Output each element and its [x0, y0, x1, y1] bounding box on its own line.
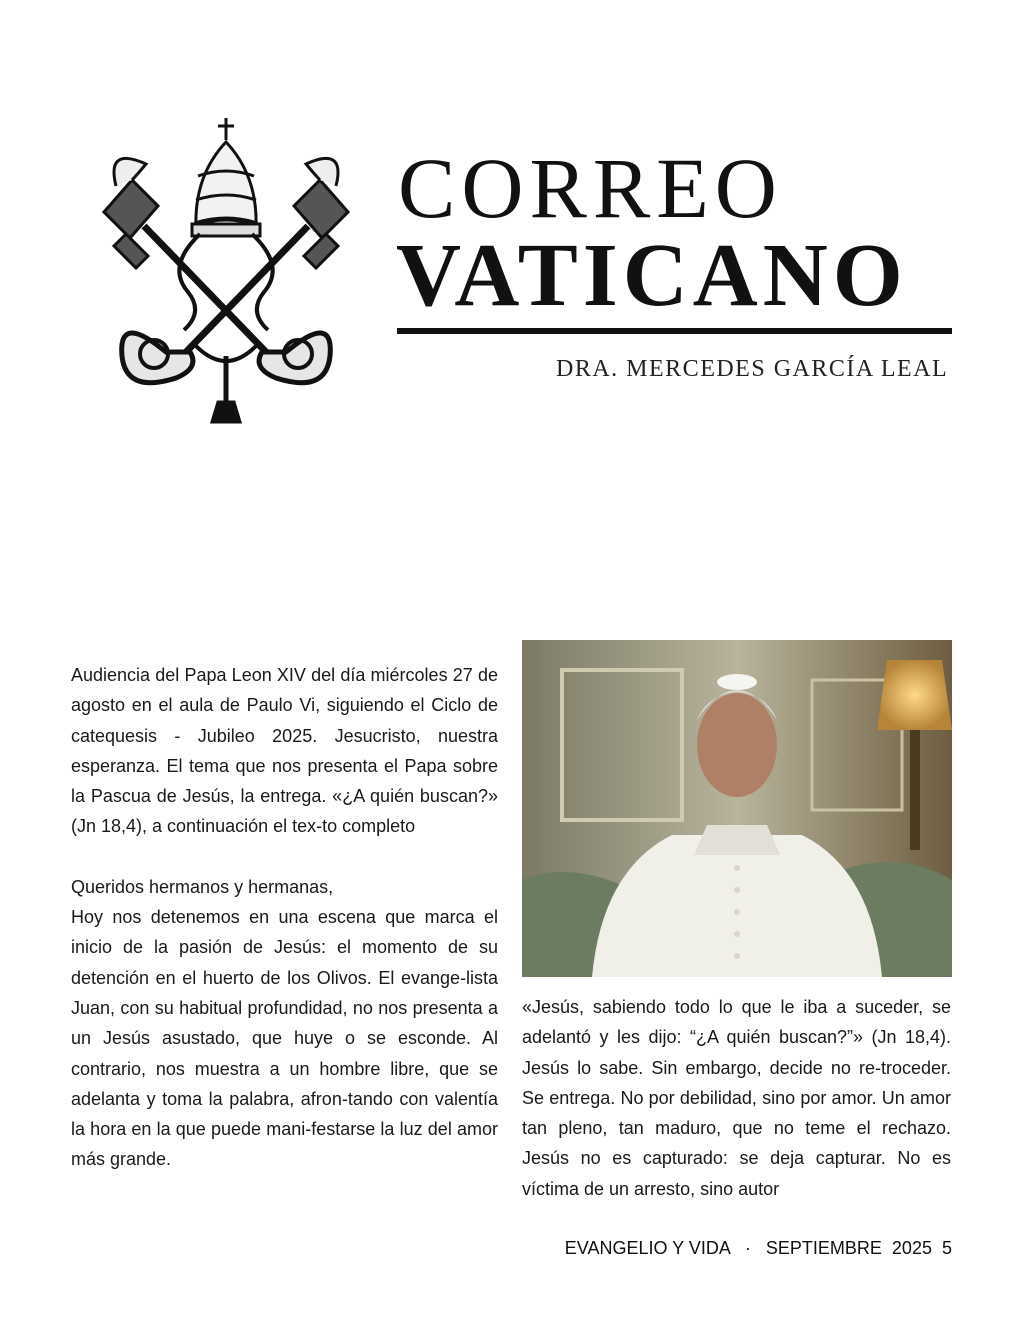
article-greeting: Queridos hermanos y hermanas, — [71, 876, 334, 897]
article-column-left — [71, 660, 498, 1175]
author-byline: DRA. MERCEDES GARCÍA LEAL — [556, 356, 949, 382]
masthead-title-line2: VATICANO — [396, 226, 908, 325]
page-footer — [565, 1238, 952, 1259]
masthead-title-line1: CORREO — [398, 140, 783, 236]
paragraph-spacer — [71, 842, 498, 872]
footer-publication: EVANGELIO Y VIDA — [564, 1238, 730, 1258]
papal-emblem-logo — [96, 116, 356, 428]
article-paragraph: Hoy nos detenemos en una escena que marca el inicio de la pasión de Jesús: el momento de su detención en el huerto de los Olivos. El evange-lista Juan, con su habitual profundidad, no nos presenta a un Jesús asustado, que huye o se esconde. Al contrario, nos muestra a un hombre libre, que se adelanta y toma la palabra, afron-tando con valentía la hora en la que puede mani-festarse la luz del amor más grande. — [71, 907, 498, 1170]
pope-photo — [522, 640, 952, 977]
masthead-rule — [397, 328, 952, 334]
article-intro: Audiencia del Papa Leon XIV del día miércoles 27 de agosto en el aula de Paulo Vi, siguiendo el Ciclo de catequesis - Jubileo 2025. Jesucristo, nuestra esperanza. El tema que nos presenta el Papa sobre la Pascua de Jesús, la entrega. «¿A quién buscan?» (Jn 18,4), a continuación el tex-to completo — [71, 665, 498, 837]
footer-separator: · — [744, 1238, 751, 1258]
article-column-right — [522, 992, 951, 1204]
article-paragraph: «Jesús, sabiendo todo lo que le iba a suceder, se adelantó y les dijo: “¿A quién buscan?”» (Jn 18,4). Jesús lo sabe. Sin embargo, decide no re-troceder. Se entrega. No por debilidad, sino por amor. Un amor tan pleno, tan maduro, que no teme el rechazo. Jesús no es capturado: se deja capturar. No es víctima de un arresto, sino autor — [522, 997, 951, 1199]
footer-page-number: 5 — [941, 1238, 952, 1258]
footer-issue: SEPTIEMBRE 2025 — [765, 1238, 932, 1258]
